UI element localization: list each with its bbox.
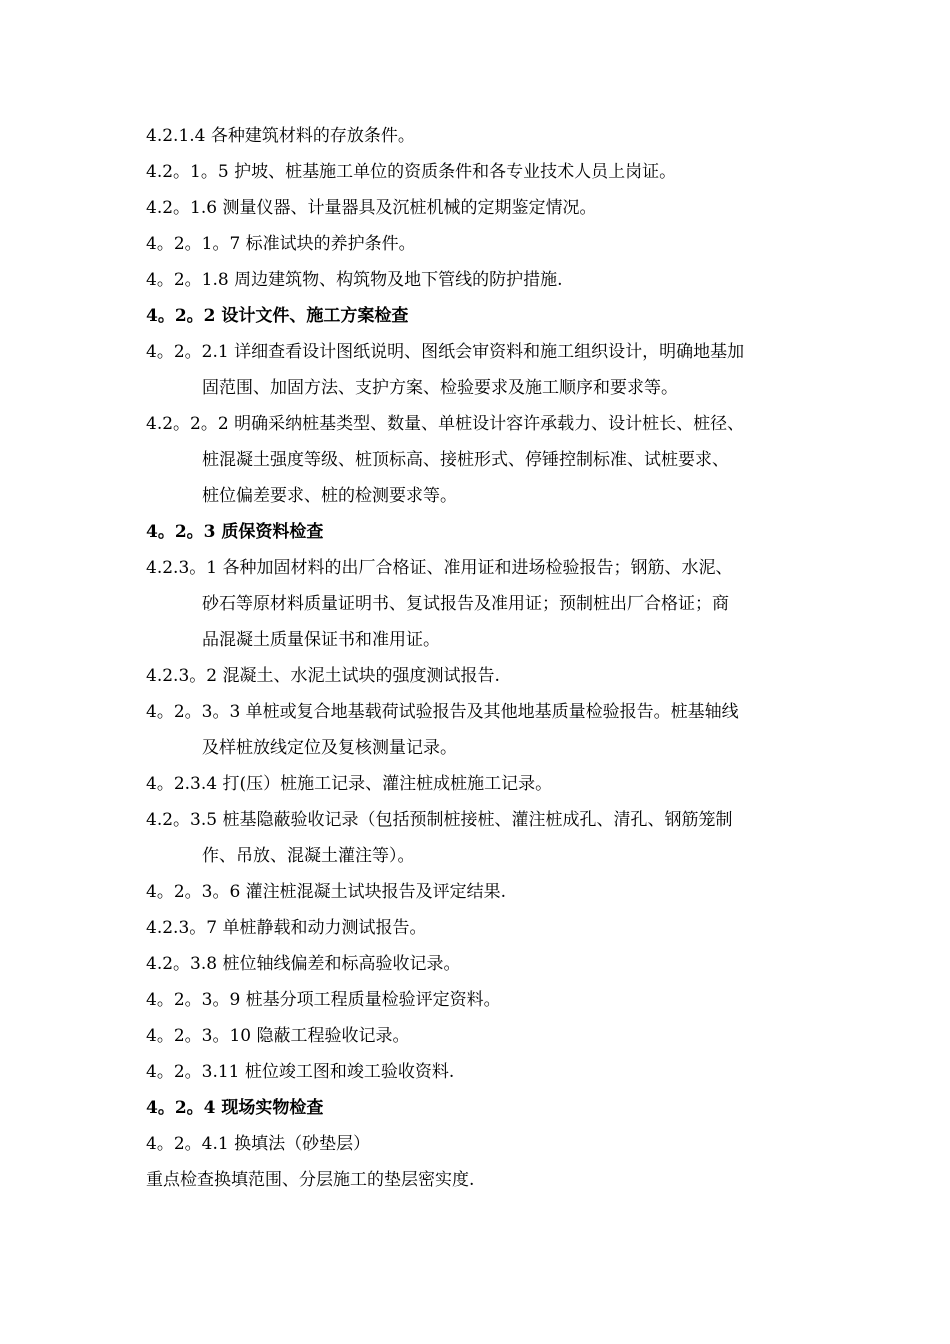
text-line: 4.2.3。2 混凝土、水泥土试块的强度测试报告.: [146, 666, 500, 686]
paragraph-line: 4.2.3。1 各种加固材料的出厂合格证、准用证和进场检验报告；钢筋、水泥、: [146, 558, 733, 578]
text-line: 4.2.3。7 单桩静载和动力测试报告。: [146, 918, 427, 938]
section-heading: 4。2。3 质保资料检查: [146, 522, 324, 542]
text-line: 4。2。3.11 桩位竣工图和竣工验收资料.: [146, 1062, 455, 1082]
paragraph-line: 品混凝土质量保证书和准用证。: [202, 630, 440, 650]
document-body: [146, 118, 806, 1198]
paragraph-line: 4。2。2.1 详细查看设计图纸说明、图纸会审资料和施工组织设计，明确地基加: [146, 342, 745, 362]
paragraph-line: 4.2。3.5 桩基隐蔽验收记录（包括预制桩接桩、灌注桩成孔、清孔、钢筋笼制: [146, 810, 733, 830]
text-line: 4。2。3。10 隐蔽工程验收记录。: [146, 1026, 410, 1046]
paragraph: [146, 694, 806, 766]
text-line: 4.2。1.6 测量仪器、计量器具及沉桩机械的定期鉴定情况。: [146, 198, 597, 218]
paragraph-line: 4。2。3。3 单桩或复合地基载荷试验报告及其他地基质量检验报告。桩基轴线: [146, 702, 739, 722]
paragraph: [146, 406, 806, 514]
section-heading: 4。2。2 设计文件、施工方案检查: [146, 306, 409, 326]
text-line: 4。2。3。6 灌注桩混凝土试块报告及评定结果.: [146, 882, 507, 902]
paragraph-line: 4.2。2。2 明确采纳桩基类型、数量、单桩设计容许承载力、设计桩长、桩径、: [146, 414, 745, 434]
paragraph-line: 桩位偏差要求、桩的检测要求等。: [202, 486, 457, 506]
paragraph-line: 桩混凝土强度等级、桩顶标高、接桩形式、停锤控制标准、试桩要求、: [202, 450, 729, 470]
text-line: 4。2。3。9 桩基分项工程质量检验评定资料。: [146, 990, 501, 1010]
text-line: 4。2.3.4 打(压）桩施工记录、灌注桩成桩施工记录。: [146, 774, 553, 794]
paragraph-line: 作、吊放、混凝土灌注等）。: [202, 846, 415, 866]
text-line: 4。2。1。7 标准试块的养护条件。: [146, 234, 416, 254]
paragraph-line: 砂石等原材料质量证明书、复试报告及准用证；预制桩出厂合格证；商: [202, 594, 729, 614]
paragraph: [146, 334, 806, 406]
text-line: 4。2。4.1 换填法（砂垫层）: [146, 1134, 371, 1154]
text-line: 重点检查换填范围、分层施工的垫层密实度.: [146, 1170, 475, 1190]
paragraph-line: 固范围、加固方法、支护方案、检验要求及施工顺序和要求等。: [202, 378, 678, 398]
paragraph: [146, 802, 806, 874]
text-line: 4.2。1。5 护坡、桩基施工单位的资质条件和各专业技术人员上岗证。: [146, 162, 677, 182]
text-line: 4.2。3.8 桩位轴线偏差和标高验收记录。: [146, 954, 461, 974]
paragraph-line: 及样桩放线定位及复核测量记录。: [202, 738, 457, 758]
text-line: 4。2。1.8 周边建筑物、构筑物及地下管线的防护措施.: [146, 270, 563, 290]
text-line: 4.2.1.4 各种建筑材料的存放条件。: [146, 126, 415, 146]
section-heading: 4。2。4 现场实物检查: [146, 1098, 324, 1118]
paragraph: [146, 550, 806, 658]
